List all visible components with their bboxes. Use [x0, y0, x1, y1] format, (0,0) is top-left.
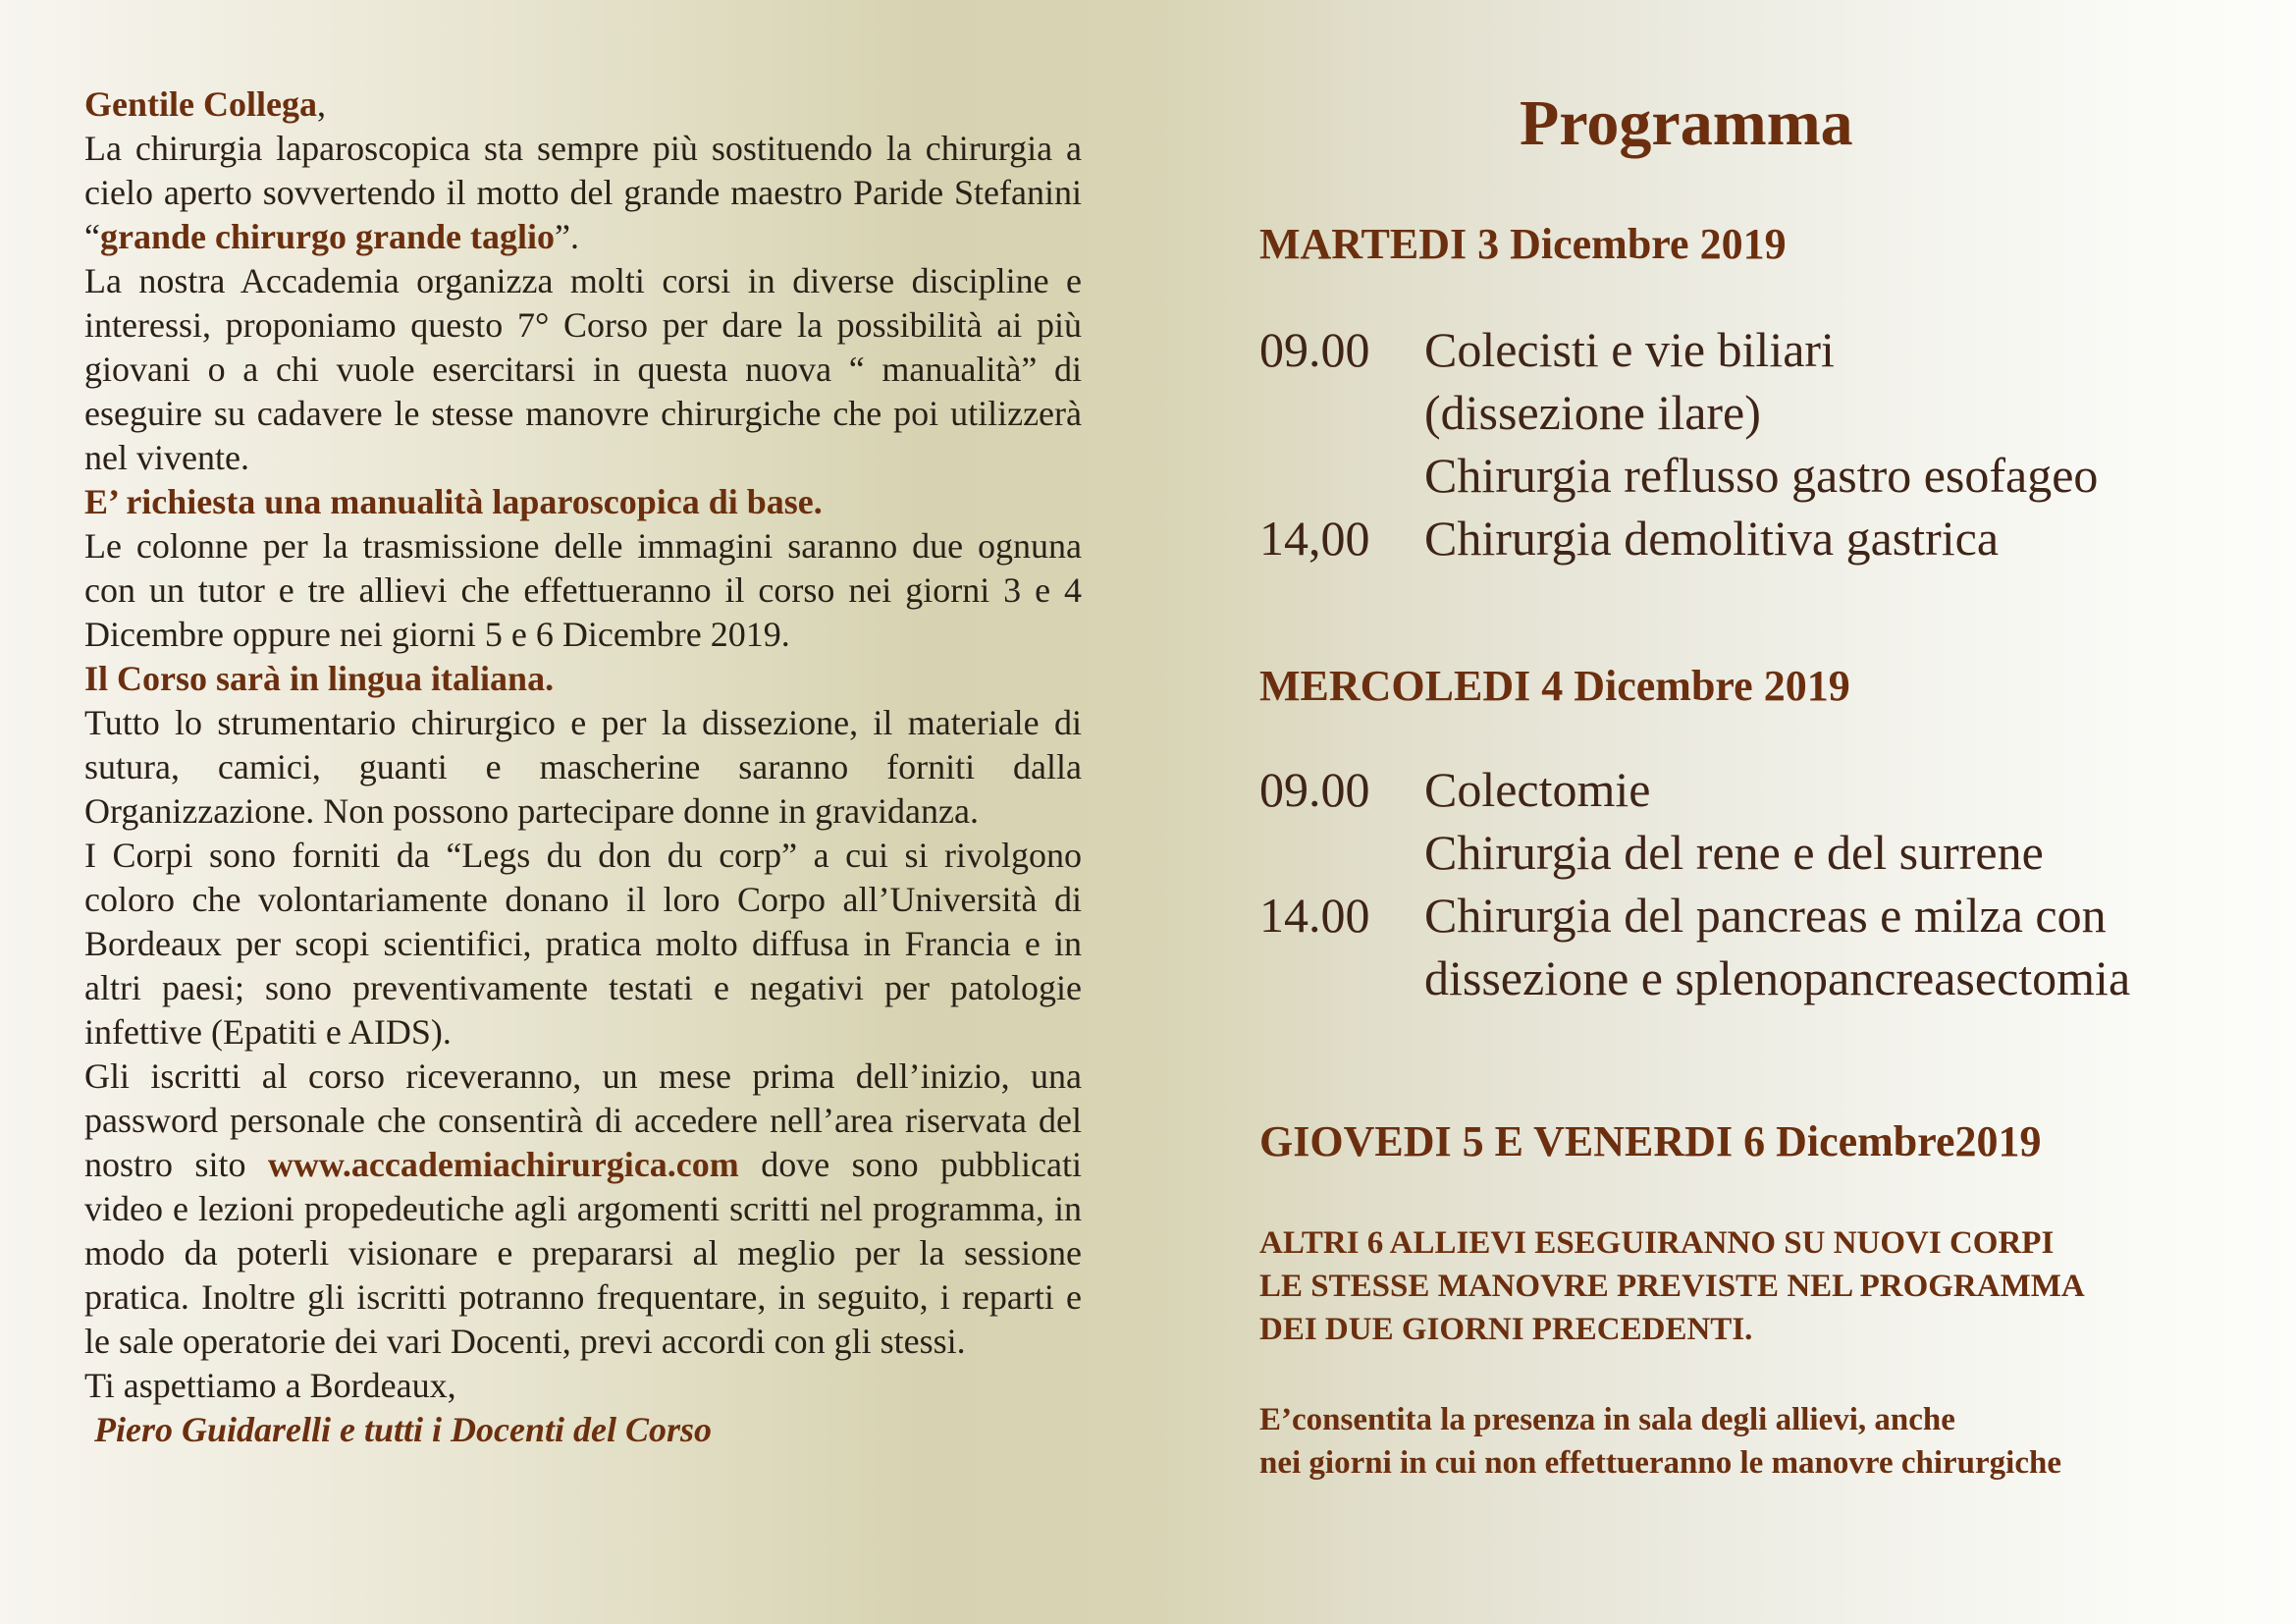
access-text-end: dove sono pubblicati video e lezioni propedeutiche agli argomenti scritti nel programma, in modo da poterli visionare e prepararsi al meglio per la sessione pratica. Inoltre gli iscritti potranno frequentare, in seguito, i reparti e le sale operatorie dei vari Docenti, previ accordi con gli stessi. — [84, 1145, 1083, 1361]
note-line: E’consentita la presenza in sala degli allievi, anche — [1259, 1402, 1955, 1437]
schedule-time: 09.00 — [1259, 322, 1370, 377]
letter-paragraph-materials: Tutto lo strumentario chirurgico e per la dissezione, il materiale di sutura, camici, guanti e mascherine saranno forniti dalla Organizzazione. Non possono partecipare donne in gravidanza. — [84, 703, 1082, 831]
schedule-row — [1259, 318, 2241, 381]
schedule-item: Chirurgia del pancreas e milza con — [1424, 888, 2107, 943]
letter-closing: Ti aspettiamo a Bordeaux, — [84, 1366, 456, 1405]
schedule-time: 14,00 — [1259, 511, 1370, 566]
day3-note — [1259, 1221, 2085, 1351]
intro-end: ”. — [554, 217, 579, 256]
day2-schedule — [1259, 758, 2241, 1009]
requirement-note: E’ richiesta una manualità laparoscopica di base. — [84, 482, 823, 521]
greeting-text: Gentile Collega — [84, 84, 317, 124]
note-line: ALTRI 6 ALLIEVI ESEGUIRANNO SU NUOVI CORPI — [1259, 1225, 2055, 1261]
schedule-row — [1259, 758, 2241, 821]
letter-paragraph-columns: Le colonne per la trasmissione delle immagini saranno due ognuna con un tutor e tre allievi che effettueranno il corso nei giorni 3 e 4 Dicembre oppure nei giorni 5 e 6 Dicembre 2019. — [84, 526, 1082, 654]
schedule-item: Chirurgia demolitiva gastrica — [1424, 511, 2000, 566]
schedule-time — [1259, 444, 1424, 507]
letter — [84, 82, 1082, 1452]
schedule-row — [1259, 381, 2241, 444]
program-title: Programma — [1520, 87, 1853, 159]
day1-heading: MARTEDI 3 Dicembre 2019 — [1259, 220, 1787, 268]
schedule-time — [1259, 947, 1424, 1009]
presence-note — [1259, 1398, 2061, 1485]
letter-paragraph-access — [84, 1055, 1082, 1364]
signature: Piero Guidarelli e tutti i Docenti del Corso — [94, 1410, 712, 1449]
schedule-item: Colecisti e vie biliari — [1424, 322, 1835, 377]
schedule-item: Chirurgia reflusso gastro esofageo — [1424, 448, 2099, 503]
day2-heading: MERCOLEDI 4 Dicembre 2019 — [1259, 662, 1850, 710]
access-text: Gli iscritti al corso riceveranno, un mese prima dell’inizio, una password personale che consentirà di accedere nell’area riservata del nostro sito — [84, 1056, 1082, 1184]
schedule-item: (dissezione ilare) — [1424, 385, 1761, 440]
schedule-time — [1259, 821, 1424, 884]
letter-greeting — [84, 82, 1082, 127]
letter-paragraph-course: La nostra Accademia organizza molti corsi in diverse discipline e interessi, proponiamo questo 7° Corso per dare la possibilità ai più giovani o a chi vuole esercitarsi in questa nuova “ manualità” di eseguire su cadavere le stesse manovre chirurgiche che poi utilizzerà nel vivente. — [84, 261, 1082, 477]
schedule-time: 09.00 — [1259, 762, 1370, 817]
letter-paragraph-intro — [84, 127, 1082, 259]
letter-paragraph-bodies: I Corpi sono forniti da “Legs du don du corp” a cui si rivolgono coloro che volontariamente donano il loro Corpo all’Università di Bordeaux per scopi scientifici, pratica molto diffusa in Francia e in altri paesi; sono preventivamente testati e negativi per patologie infettive (Epatiti e AIDS). — [84, 836, 1082, 1052]
motto-text: grande chirurgo grande taglio — [99, 217, 555, 256]
schedule-row — [1259, 884, 2241, 947]
schedule-row — [1259, 507, 2241, 569]
day3-heading: GIOVEDI 5 E VENERDI 6 Dicembre2019 — [1259, 1117, 2042, 1165]
greeting-punct: , — [316, 84, 326, 124]
note-line: nei giorni in cui non effettueranno le manovre chirurgiche — [1259, 1445, 2061, 1481]
schedule-row — [1259, 821, 2241, 884]
website-link[interactable]: www.accademiachirurgica.com — [267, 1145, 739, 1184]
schedule-time: 14.00 — [1259, 888, 1370, 943]
schedule-row — [1259, 444, 2241, 507]
schedule-item: dissezione e splenopancreasectomia — [1424, 950, 2131, 1005]
note-line: LE STESSE MANOVRE PREVISTE NEL PROGRAMMA — [1259, 1269, 2085, 1304]
schedule-row — [1259, 947, 2241, 1009]
note-line: DEI DUE GIORNI PRECEDENTI. — [1259, 1312, 1753, 1347]
language-note: Il Corso sarà in lingua italiana. — [84, 659, 555, 698]
intro-text: La chirurgia laparoscopica sta sempre più sostituendo la chirurgia a cielo aperto sovvertendo il motto del grande maestro Paride Stefanini “ — [84, 129, 1082, 256]
day1-schedule — [1259, 318, 2241, 569]
schedule-item: Colectomie — [1424, 762, 1651, 817]
schedule-item: Chirurgia del rene e del surrene — [1424, 825, 2044, 880]
schedule-time — [1259, 381, 1424, 444]
